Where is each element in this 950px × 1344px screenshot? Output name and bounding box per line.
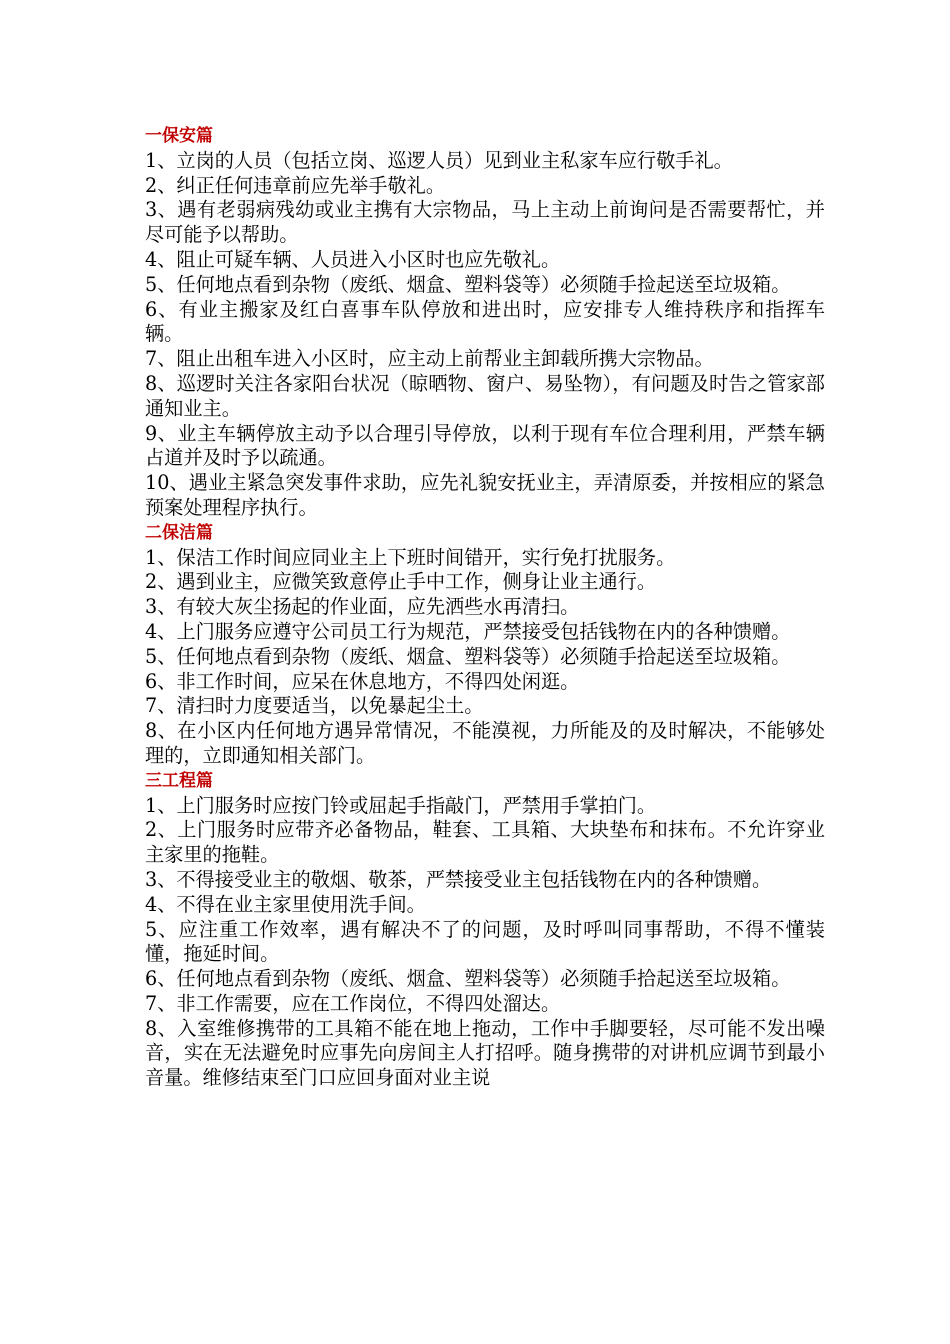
list-item: 5、应注重工作效率，遇有解决不了的问题，及时呼叫同事帮助，不得不懂装懂，拖延时间。 [145,917,825,966]
section-title: 三工程篇 [145,770,213,791]
list-item: 2、纠正任何违章前应先举手敬礼。 [145,173,446,197]
list-item: 7、阻止出租车进入小区时，应主动上前帮业主卸载所携大宗物品。 [145,347,714,371]
list-item: 6、非工作时间，应呆在休息地方，不得四处闲逛。 [145,669,580,693]
list-item: 8、入室维修携带的工具箱不能在地上拖动，工作中手脚要轻，尽可能不发出噪音，实在无法避免时应事先向房间主人打招呼。随身携带的对讲机应调节到最小音量。维修结束至门口应回身面对业主说 [145,1016,825,1090]
list-item: 8、在小区内任何地方遇异常情况，不能漠视，力所能及的及时解决，不能够处理的，立即通知相关部门。 [145,719,825,767]
document-page [145,124,825,1091]
list-item: 8、巡逻时关注各家阳台状况（晾晒物、窗户、易坠物），有问题及时告之管家部通知业主。 [145,371,825,420]
list-item: 1、上门服务时应按门铃或屈起手指敲门，严禁用手掌拍门。 [145,793,657,817]
section-title: 二保洁篇 [145,522,213,543]
list-item: 5、任何地点看到杂物（废纸、烟盒、塑料袋等）必须随手拾起送至垃圾箱。 [145,644,791,668]
list-item: 9、业主车辆停放主动予以合理引导停放，以利于现有车位合理利用，严禁车辆占道并及时予以疏通。 [145,421,825,470]
list-item: 1、立岗的人员（包括立岗、巡逻人员）见到业主私家车应行敬手礼。 [145,148,733,172]
section-security [145,124,825,521]
list-item: 5、任何地点看到杂物（废纸、烟盒、塑料袋等）必须随手捡起送至垃圾箱。 [145,272,791,296]
list-item: 4、上门服务应遵守公司员工行为规范，严禁接受包括钱物在内的各种馈赠。 [145,619,791,643]
list-item: 4、不得在业主家里使用洗手间。 [145,892,426,916]
section-cleaning [145,521,825,769]
list-item: 2、上门服务时应带齐必备物品，鞋套、工具箱、大块垫布和抹布。不允许穿业主家里的拖鞋。 [145,818,825,867]
list-item: 4、阻止可疑车辆、人员进入小区时也应先敬礼。 [145,247,561,271]
list-item: 3、有较大灰尘扬起的作业面，应先洒些水再清扫。 [145,595,580,619]
list-item: 6、任何地点看到杂物（废纸、烟盒、塑料袋等）必须随手拾起送至垃圾箱。 [145,967,791,991]
section-engineering [145,769,825,1091]
list-item: 3、遇有老弱病残幼或业主携有大宗物品，马上主动上前询问是否需要帮忙，并尽可能予以帮助。 [145,198,825,247]
list-item: 7、非工作需要，应在工作岗位，不得四处溜达。 [145,991,561,1015]
list-item: 3、不得接受业主的敬烟、敬茶，严禁接受业主包括钱物在内的各种馈赠。 [145,867,772,891]
list-item: 6、有业主搬家及红白喜事车队停放和进出时，应安排专人维持秩序和指挥车辆。 [145,297,825,346]
list-item: 10、遇业主紧急突发事件求助，应先礼貌安抚业主，弄清原委，并按相应的紧急预案处理程序执行。 [145,471,825,519]
section-title: 一保安篇 [145,126,213,146]
list-item: 7、清扫时力度要适当，以免暴起尘土。 [145,694,484,718]
list-item: 2、遇到业主，应微笑致意停止手中工作，侧身让业主通行。 [145,570,657,594]
list-item: 1、保洁工作时间应同业主上下班时间错开，实行免打扰服务。 [145,545,676,569]
